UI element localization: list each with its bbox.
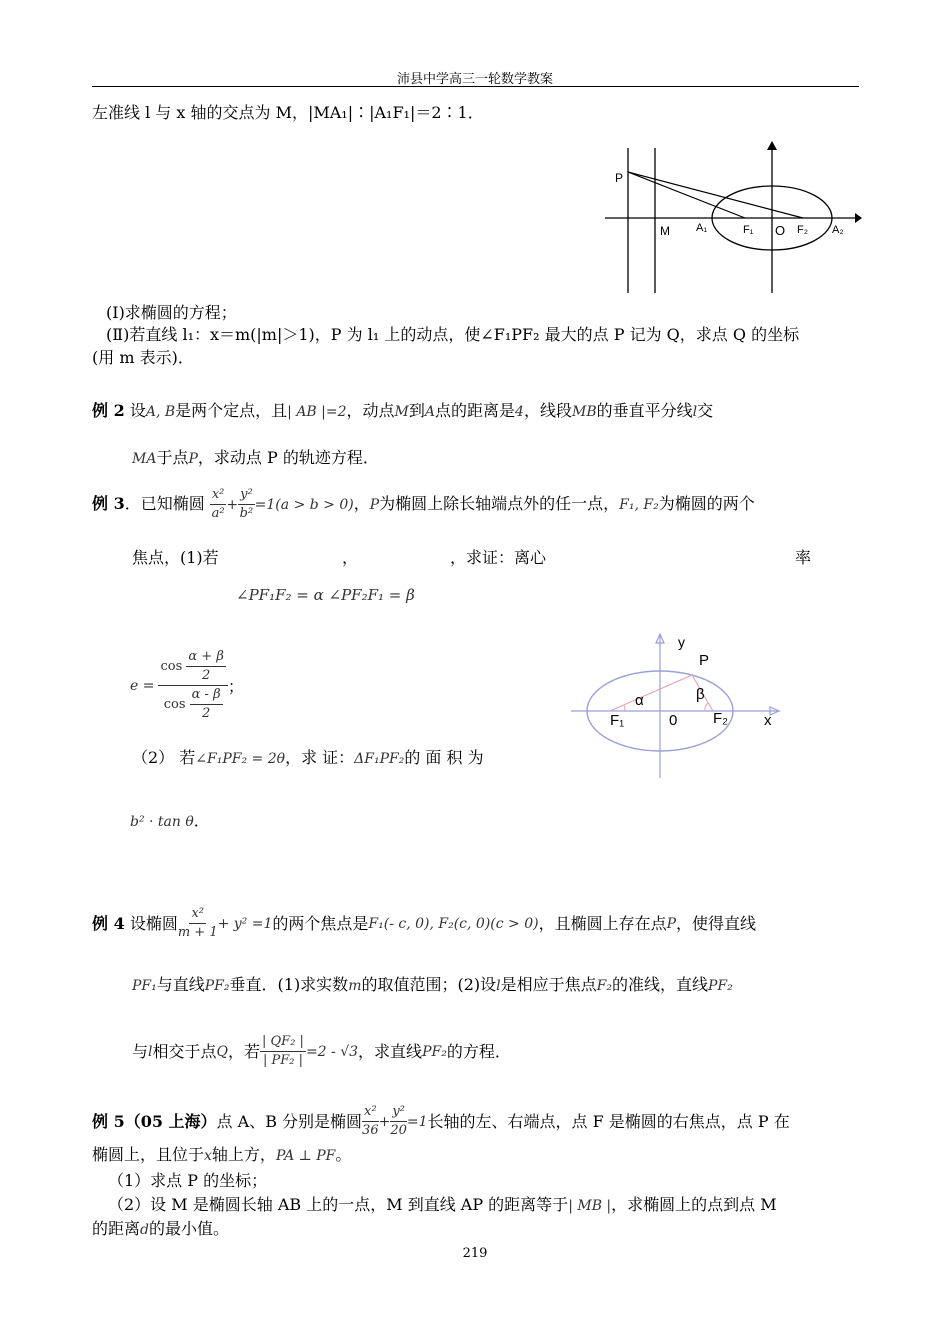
segment-pf1 <box>610 675 692 711</box>
y-axis-arrow <box>767 141 777 150</box>
example-5-line2: 椭圆上，且位于x轴上方，PA ⊥ PF。 <box>92 1145 352 1164</box>
example-3-line2b: ， <box>342 548 359 567</box>
label-F1: F₁ <box>743 224 754 236</box>
example-3-line2a: 焦点，(1)若 <box>132 548 219 567</box>
intro-line: 左准线 l 与 x 轴的交点为 M，|MA₁|∶|A₁F₁|＝2∶1． <box>92 103 484 122</box>
q1-part2-cont: (用 m 表示)． <box>92 348 194 367</box>
label-F1: F₁ <box>610 712 625 729</box>
segment-pf1 <box>628 172 745 218</box>
q1-part1: (Ⅰ)求椭圆的方程； <box>106 303 237 322</box>
label-x: x <box>764 712 772 729</box>
label-A2: A₂ <box>832 224 844 236</box>
label-M: M <box>660 224 670 238</box>
q1-part2: (Ⅱ)若直线 l₁：x＝m(|m|＞1)，P 为 l₁ 上的动点，使∠F₁PF₂ 最大的点 P 记为 Q，求点 Q 的坐标 <box>106 325 800 344</box>
label-A1: A₁ <box>696 222 708 234</box>
example-5-q2: （2）设 M 是椭圆长轴 AB 上的一点，M 到直线 AP 的距离等于| MB |，求椭圆上的点到点 M <box>108 1195 777 1214</box>
angle-beta-arc <box>705 703 708 711</box>
example-4-line3: 与 l 相交于点 Q ，若 $\frac{\text{| QF₂ |}}{\text{| PF₂ |}}$ =2 - √3 ，求直线 PF₂ 的方程． <box>132 1034 511 1068</box>
eccentricity-formula: e = cos $\frac{\alpha + \beta}{2}$ cos $\frac{\alpha - \beta}{2}$ ； <box>130 649 244 721</box>
x-axis-arrow <box>855 213 862 223</box>
page-header: 沛县中学高三一轮数学教案 <box>396 72 553 87</box>
example-2-line1: 例 2 设A, B是两个定点，且| AB |=2，动点M到A点的距离是4，线段MB的垂直平分线l交 <box>92 401 714 420</box>
example-2-label: 例 2 <box>92 401 125 420</box>
example-3-area: b² · tan θ． <box>130 811 210 830</box>
label-P: P <box>699 652 710 669</box>
label-F2: F₂ <box>713 710 728 727</box>
label-beta: β <box>696 686 705 703</box>
example-5-q3: 的距离d的最小值。 <box>92 1219 229 1238</box>
label-O: 0 <box>669 712 678 729</box>
ellipse-figure-2 <box>565 628 795 783</box>
example-4-line1: 例 4 设椭圆 $\frac{\text{x²}}{m + 1}$ + y² =1 的两个焦点是 F₁(- c, 0), F₂(c, 0)(c > 0) ，且椭圆上存在点 P ，使得直线 <box>92 906 757 940</box>
example-3-line1: 例 3．已知椭圆 $\frac{\text{x²}}{\text{a²}}$ + $\frac{\text{y²}}{\text{b²}}$ =1(a > b > 0)，P为椭圆上除长轴端点外的任一点，F₁, F₂为椭圆的两个 <box>92 487 755 521</box>
example-3-label: 例 3 <box>92 494 125 513</box>
label-F2: F₂ <box>797 224 808 236</box>
example-2-line2: MA于点P，求动点 P 的轨迹方程． <box>132 448 379 467</box>
label-y: y <box>678 634 685 650</box>
segment-pf2 <box>628 172 803 218</box>
example-5-line1: 例 5（05 上海） 点 A、B 分别是椭圆 $\frac{\text{x²}}{36}$ + $\frac{\text{y²}}{20}$ =1 长轴的左、右端点，点 F 是椭圆的右焦点，点 P 在 <box>92 1104 790 1138</box>
example-3-line2d: 率 <box>795 548 812 567</box>
example-3-line2c: ，求证：离心 <box>450 548 547 567</box>
page-number: 219 <box>462 1246 488 1261</box>
example-4-line2: PF₁与直线PF₂垂直．(1)求实数m的取值范围；(2)设l是相应于焦点F₂的准线，直线PF₂ <box>132 975 733 994</box>
label-P: P <box>615 171 624 185</box>
label-O: O <box>775 223 786 238</box>
example-4-label: 例 4 <box>92 913 125 933</box>
example-3-angles: ∠PF₁F₂ = α ∠PF₂F₁ = β <box>236 586 415 604</box>
example-5-label: 例 5（05 上海） <box>92 1111 217 1131</box>
label-alpha: α <box>635 692 644 709</box>
angle-alpha-arc <box>624 705 625 711</box>
example-3-part2: （2） 若∠F₁PF₂ = 2θ，求 证：ΔF₁PF₂的 面 积 为 <box>132 748 484 767</box>
example-5-q1: （1）求点 P 的坐标； <box>108 1171 268 1190</box>
ellipse-figure-1 <box>600 138 865 298</box>
header-rule <box>92 86 859 87</box>
